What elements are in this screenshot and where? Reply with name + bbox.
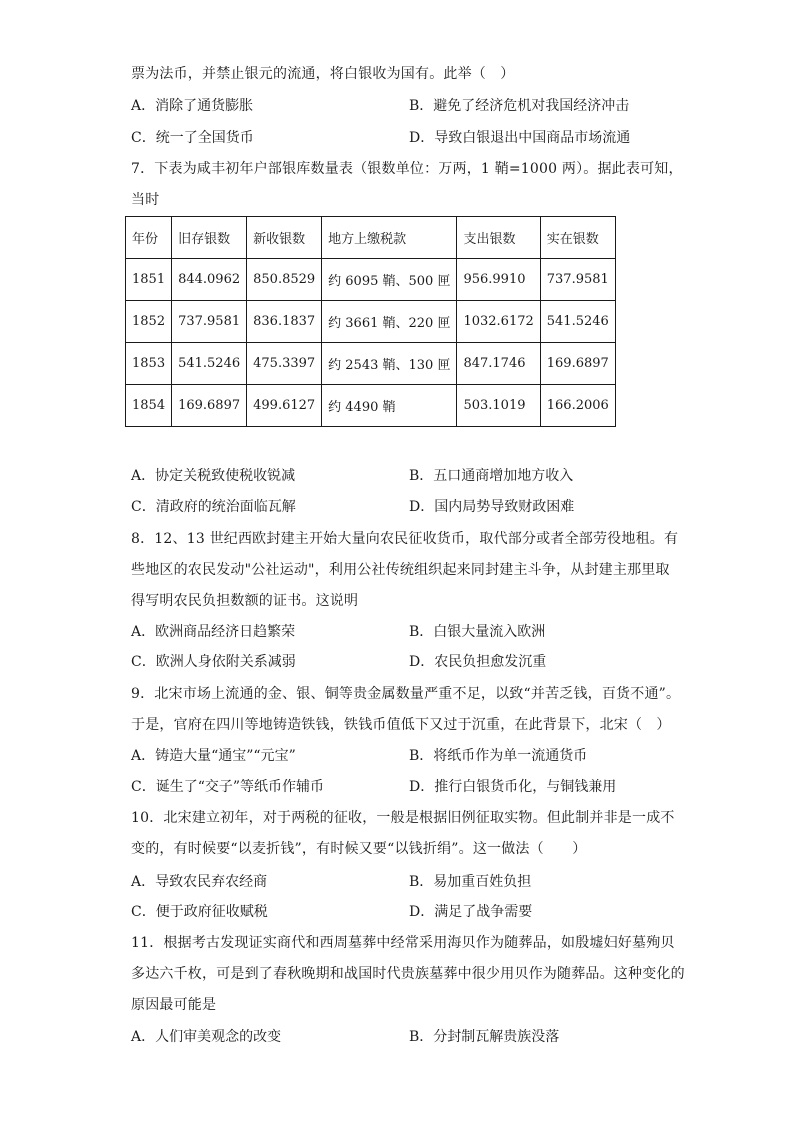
q8-stem-line-1: 8．12、13 世纪西欧封建主开始大量向农民征收货币，取代部分或者全部劳役地租。有 — [131, 531, 679, 547]
table-cell: 1854 — [126, 385, 172, 427]
table-header-cell: 年份 — [126, 217, 172, 259]
table-cell: 836.1837 — [247, 301, 322, 343]
q6-option-d: D．导致白银退出中国商品市场流通 — [409, 130, 631, 146]
table-cell: 844.0962 — [172, 259, 247, 301]
q10-option-c: C．便于政府征收赋税 — [131, 904, 268, 920]
q6-option-b: B．避免了经济危机对我国经济冲击 — [409, 98, 630, 114]
table-cell: 541.5246 — [172, 343, 247, 385]
table-cell: 1032.6172 — [457, 301, 540, 343]
q11-option-a: A．人们审美观念的改变 — [131, 1029, 282, 1045]
table-cell: 约 2543 鞘、130 匣 — [322, 343, 457, 385]
q6-stem: 票为法币，并禁止银元的流通，将白银收为国有。此举（ ） — [131, 66, 515, 82]
table-cell: 503.1019 — [457, 385, 540, 427]
q9-option-a: A．铸造大量“通宝”“元宝” — [131, 748, 296, 764]
q10-option-b: B．易加重百姓负担 — [409, 874, 532, 890]
q9-option-d: D．推行白银货币化，与铜钱兼用 — [409, 779, 617, 795]
q7-option-c: C．清政府的统治面临瓦解 — [131, 499, 296, 515]
q10-option-a: A．导致农民弃农经商 — [131, 874, 268, 890]
table-cell: 约 6095 鞘、500 匣 — [322, 259, 457, 301]
table-row — [126, 343, 616, 385]
table-header-cell: 实在银数 — [540, 217, 615, 259]
table-header-cell: 地方上缴税款 — [322, 217, 457, 259]
table-cell: 1851 — [126, 259, 172, 301]
table-row — [126, 301, 616, 343]
q11-option-b: B．分封制瓦解贵族没落 — [409, 1029, 560, 1045]
table-header-cell: 新收银数 — [247, 217, 322, 259]
q10-stem-line-2: 变的，有时候要“以麦折钱”，有时候又要“以钱折绢”。这一做法（ ） — [131, 841, 587, 857]
table-row — [126, 385, 616, 427]
table-cell: 169.6897 — [172, 385, 247, 427]
q7-option-b: B．五口通商增加地方收入 — [409, 468, 574, 484]
table-cell: 847.1746 — [457, 343, 540, 385]
table-cell: 737.9581 — [540, 259, 615, 301]
q8-option-d: D．农民负担愈发沉重 — [409, 654, 547, 670]
treasury-silver-table — [125, 216, 616, 427]
table-cell: 约 3661 鞘、220 匣 — [322, 301, 457, 343]
q8-stem-line-2: 些地区的农民发动"公社运动"，利用公社传统组织起来同封建主斗争，从封建主那里取 — [131, 562, 670, 578]
q6-option-c: C．统一了全国货币 — [131, 130, 254, 146]
table-cell: 约 4490 鞘 — [322, 385, 457, 427]
table-cell: 499.6127 — [247, 385, 322, 427]
q11-stem-line-3: 原因最可能是 — [131, 997, 217, 1013]
q8-stem-line-3: 得写明农民负担数额的证书。这说明 — [131, 593, 359, 609]
table-cell: 169.6897 — [540, 343, 615, 385]
q6-option-a: A．消除了通货膨胀 — [131, 98, 254, 114]
table-cell: 475.3397 — [247, 343, 322, 385]
q9-stem-line-2: 于是，官府在四川等地铸造铁钱，铁钱币值低下又过于沉重，在此背景下，北宋（ ） — [131, 717, 671, 733]
q11-stem-line-1: 11．根据考古发现证实商代和西周墓葬中经常采用海贝作为随葬品，如殷墟妇好墓殉贝 — [131, 935, 675, 951]
q9-option-c: C．诞生了“交子”等纸币作辅币 — [131, 779, 325, 795]
q7-stem-line-1: 7．下表为咸丰初年户部银库数量表（银数单位：万两，1 鞘=1000 两）。据此表可知， — [131, 161, 683, 177]
q8-option-a: A．欧洲商品经济日趋繁荣 — [131, 624, 296, 640]
table-cell: 1852 — [126, 301, 172, 343]
table-row — [126, 259, 616, 301]
q10-stem-line-1: 10．北宋建立初年，对于两税的征收，一般是根据旧例征取实物。但此制并非是一成不 — [131, 810, 675, 826]
q8-option-c: C．欧洲人身依附关系减弱 — [131, 654, 296, 670]
table-cell: 1853 — [126, 343, 172, 385]
q7-option-a: A．协定关税致使税收锐减 — [131, 468, 296, 484]
q7-stem-line-2: 当时 — [131, 192, 160, 208]
q9-option-b: B．将纸币作为单一流通货币 — [409, 748, 588, 764]
q10-option-d: D．满足了战争需要 — [409, 904, 533, 920]
q8-option-b: B．白银大量流入欧洲 — [409, 624, 546, 640]
q7-option-d: D．国内局势导致财政困难 — [409, 499, 575, 515]
q9-stem-line-1: 9．北宋市场上流通的金、银、铜等贵金属数量严重不足，以致“并苦乏钱，百货不通”。 — [131, 686, 681, 702]
table-cell: 737.9581 — [172, 301, 247, 343]
table-cell: 166.2006 — [540, 385, 615, 427]
q11-stem-line-2: 多达六千枚，可是到了春秋晚期和战国时代贵族墓葬中很少用贝作为随葬品。这种变化的 — [131, 966, 685, 982]
table-cell: 850.8529 — [247, 259, 322, 301]
table-cell: 541.5246 — [540, 301, 615, 343]
table-header-row — [126, 217, 616, 259]
table-cell: 956.9910 — [457, 259, 540, 301]
table-header-cell: 旧存银数 — [172, 217, 247, 259]
table-header-cell: 支出银数 — [457, 217, 540, 259]
